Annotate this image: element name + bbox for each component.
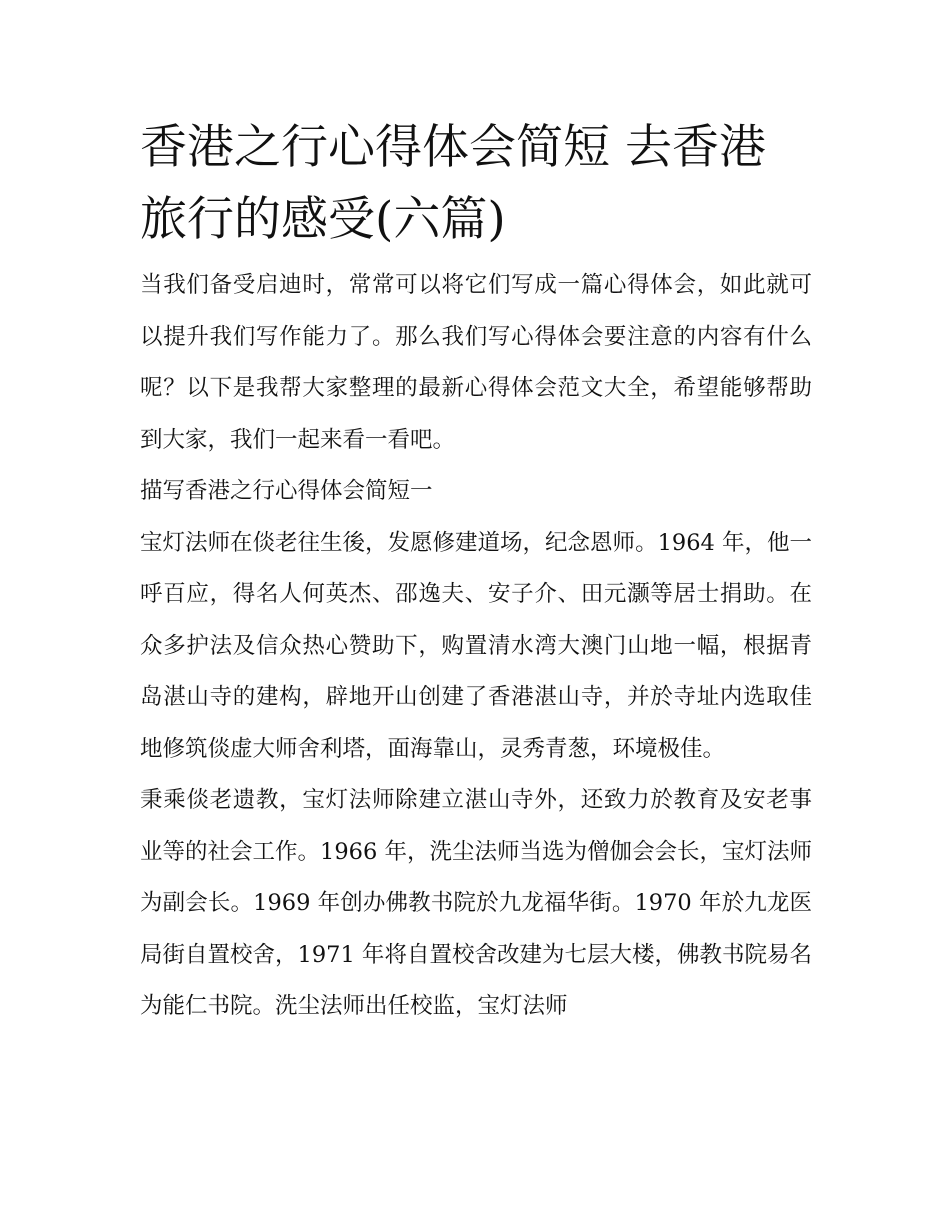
intro-paragraph: 当我们备受启迪时，常常可以将它们写成一篇心得体会，如此就可以提升我们写作能力了。那么我们写心得体会要注意的内容有什么呢？以下是我帮大家整理的最新心得体会范文大全，希望能够帮助到大家，我们一起来看一看吧。	[140, 272, 812, 453]
document-page	[140, 112, 812, 1033]
document-title: 香港之行心得体会简短 去香港旅行的感受(六篇)	[140, 120, 766, 247]
section-heading: 描写香港之行心得体会简短一	[140, 478, 433, 504]
body-paragraph-1: 宝灯法师在倓老往生後，发愿修建道场，纪念恩师。1964 年，他一呼百应，得名人何英杰、邵逸夫、安子介、田元灏等居士捐助。在众多护法及信众热心赞助下，购置清水湾大澳门山地一幅，根据青岛湛山寺的建构，辟地开山创建了香港湛山寺，并於寺址内选取佳地修筑倓虚大师舍利塔，面海靠山，灵秀青葱，环境极佳。	[140, 529, 812, 762]
body-paragraph-2: 秉乘倓老遗教，宝灯法师除建立湛山寺外，还致力於教育及安老事业等的社会工作。1966 年，洗尘法师当选为僧伽会会长，宝灯法师为副会长。1969 年创办佛教书院於九龙福华街。1970 年於九龙医局街自置校舍，1971 年将自置校舍改建为七层大楼，佛教书院易名为能仁书院。洗尘法师出任校监，宝灯法师	[140, 787, 812, 1019]
